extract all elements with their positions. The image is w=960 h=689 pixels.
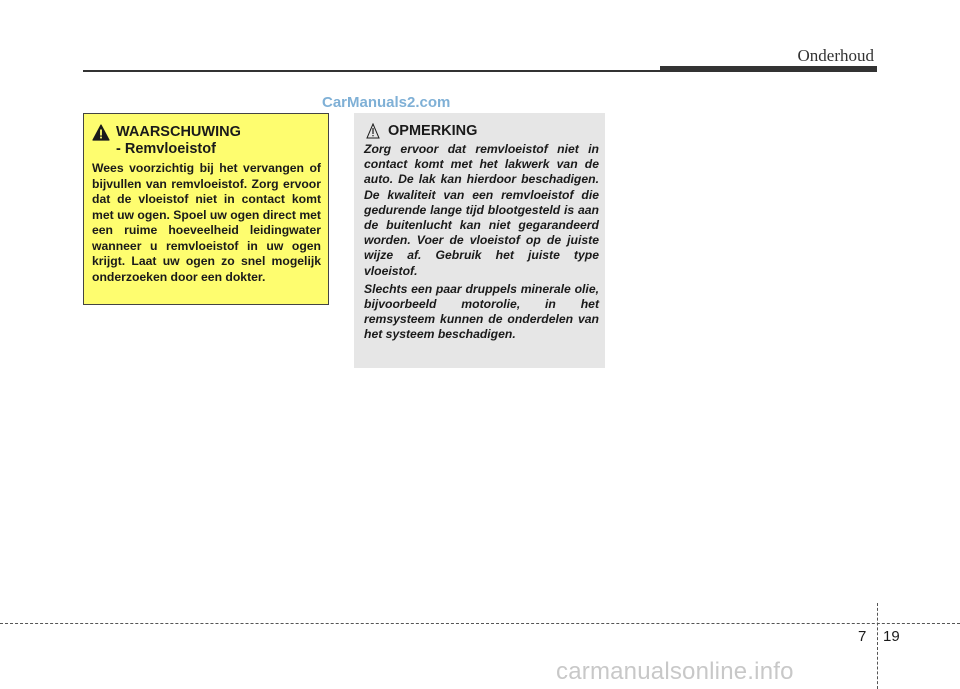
- notice-header: [364, 123, 599, 139]
- notice-body: [364, 142, 599, 343]
- warning-body: Wees voorzichtig bij het vervangen of bijvullen van remvloeistof. Zorg ervoor dat de vloeistof niet in contact komt met uw ogen. Spoel uw ogen direct met een ruime hoeveelheid leidingwater wanneer u remvloeistof in uw ogen krijgt. Laat uw ogen zo snel mogelijk onderzoeken door een dokter.: [92, 161, 321, 284]
- notice-paragraph-2: Slechts een paar druppels minerale olie, bijvoorbeeld motorolie, in het remsysteem kunnen de onderdelen van het systeem beschadigen.: [364, 281, 599, 342]
- page-number: 19: [883, 628, 900, 645]
- notice-paragraph-1: Zorg ervoor dat remvloeistof niet in contact komt met het lakwerk van de auto. De lak kan hierdoor beschadigen. De kwaliteit van een remvloeistof die gedurende lange tijd blootgesteld is aan de buitenlucht kan niet gegarandeerd worden. Voer de vloeistof op de juiste wijze af. Gebruik het juiste type vloeistof.: [364, 142, 599, 278]
- notice-title: OPMERKING: [388, 123, 478, 139]
- warning-header: [92, 124, 321, 141]
- watermark-top: CarManuals2.com: [322, 94, 451, 111]
- section-title: Onderhoud: [797, 46, 874, 65]
- chapter-number: 7: [858, 628, 867, 645]
- header-rule-thin: [83, 70, 660, 72]
- page-number-divider: [877, 603, 878, 689]
- warning-triangle-icon: [92, 124, 110, 141]
- warning-title: WAARSCHUWING: [116, 124, 241, 140]
- header-rule-thick: [660, 66, 877, 72]
- notice-box: [354, 113, 605, 368]
- warning-subtitle: - Remvloeistof: [116, 141, 216, 157]
- caution-triangle-icon: [366, 123, 380, 139]
- footer-dashed-rule: [0, 623, 960, 624]
- warning-box: [83, 113, 329, 305]
- watermark-bottom: carmanualsonline.info: [556, 658, 794, 685]
